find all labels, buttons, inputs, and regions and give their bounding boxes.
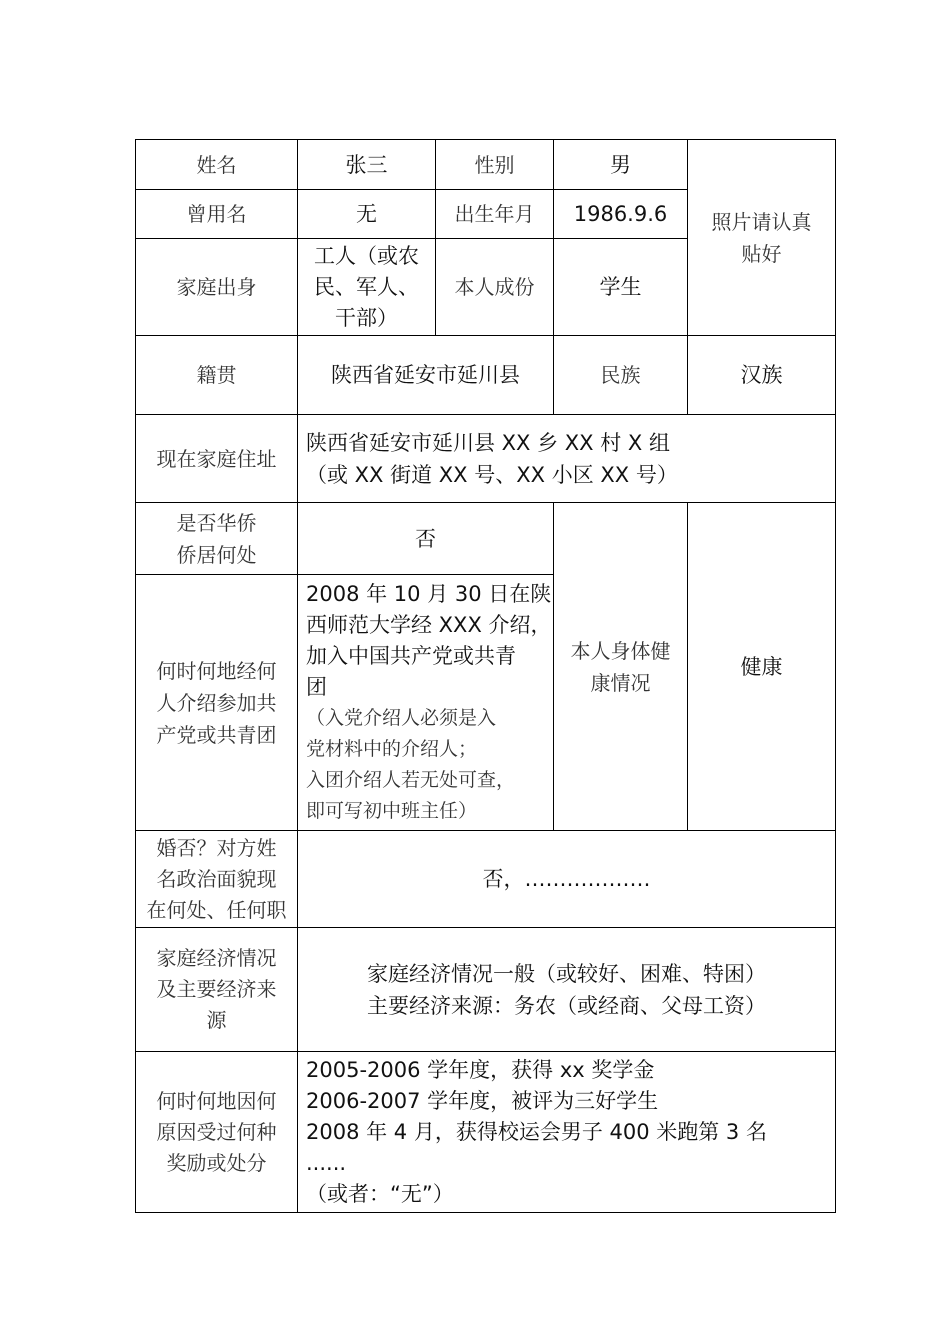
family-economy-label-line: 及主要经济来: [156, 977, 277, 1001]
native-place-value: 陕西省延安市延川县: [298, 336, 554, 415]
party-joining-label-line: 何时何地经何: [156, 658, 277, 683]
health-label-line: 康情况: [590, 670, 651, 695]
family-economy-label-line: 源: [206, 1008, 227, 1032]
ethnicity-value: 汉族: [688, 336, 836, 415]
awards-value: [298, 1052, 836, 1213]
party-joining-value-line: 加入中国共产党或共青: [306, 643, 516, 668]
awards-value-line: 2006-2007 学年度，被评为三好学生: [306, 1088, 659, 1113]
awards-label-line: 原因受过何种: [156, 1119, 277, 1144]
birth-date-label: 出生年月: [436, 190, 554, 239]
marriage-label: [136, 831, 298, 928]
birth-date-value: 1986.9.6: [554, 190, 688, 239]
awards-value-line: ......: [306, 1150, 347, 1175]
marriage-label-line: 婚否？对方姓: [156, 835, 277, 860]
photo-instruction-line: 照片请认真: [711, 209, 812, 234]
awards-label: [136, 1052, 298, 1213]
party-joining-value-line: 2008 年 10 月 30 日在陕: [306, 581, 552, 606]
party-joining-note-line: （入党介绍人必须是入: [306, 706, 497, 729]
party-joining-value-line: 西师范大学经 XXX 介绍，: [306, 612, 552, 637]
overseas-chinese-label-line: 是否华侨: [176, 510, 257, 535]
marriage-label-line: 在何处、任何职: [146, 897, 287, 922]
name-value: 张三: [298, 140, 436, 190]
family-origin-label: 家庭出身: [136, 239, 298, 336]
family-economy-label: [136, 928, 298, 1052]
family-economy-value-line: 家庭经济情况一般（或较好、困难、特困）: [367, 961, 766, 986]
family-origin-value-line: 工人（或农: [314, 243, 419, 268]
family-economy-value-line: 主要经济来源：务农（或经商、父母工资）: [367, 993, 766, 1018]
former-name-label: 曾用名: [136, 190, 298, 239]
family-economy-label-line: 家庭经济情况: [156, 946, 277, 970]
family-origin-value-line: 干部）: [335, 305, 398, 330]
former-name-value: 无: [298, 190, 436, 239]
gender-label: 性别: [436, 140, 554, 190]
family-origin-value-line: 民、军人、: [314, 274, 419, 299]
awards-value-line: 2005-2006 学年度，获得 xx 奖学金: [306, 1057, 655, 1082]
home-address-label: 现在家庭住址: [136, 415, 298, 503]
personal-status-label: 本人成份: [436, 239, 554, 336]
overseas-chinese-label-line: 侨居何处: [176, 542, 257, 567]
health-label-line: 本人身体健: [570, 638, 671, 663]
photo-cell: [688, 140, 836, 336]
party-joining-value: [298, 575, 554, 831]
party-joining-note-line: 即可写初中班主任）: [306, 799, 478, 822]
health-label: [554, 503, 688, 831]
party-joining-value-line: 团: [306, 674, 327, 699]
party-joining-label-line: 产党或共青团: [156, 722, 277, 747]
home-address-line: （或 XX 街道 XX 号、XX 小区 XX 号）: [306, 462, 678, 487]
awards-label-line: 奖励或处分: [166, 1150, 267, 1175]
name-label: 姓名: [136, 140, 298, 190]
home-address-line: 陕西省延安市延川县 XX 乡 XX 村 X 组: [306, 430, 670, 455]
party-joining-note-line: 入团介绍人若无处可查，: [306, 768, 516, 791]
overseas-chinese-value: 否: [298, 503, 554, 575]
personal-status-value: 学生: [554, 239, 688, 336]
awards-value-line: 2008 年 4 月，获得校运会男子 400 米跑第 3 名: [306, 1119, 767, 1144]
ethnicity-label: 民族: [554, 336, 688, 415]
awards-value-line: （或者：“无”）: [306, 1181, 454, 1206]
photo-instruction-line: 贴好: [741, 241, 782, 266]
family-economy-value: [298, 928, 836, 1052]
party-joining-note-line: 党材料中的介绍人；: [306, 737, 478, 760]
home-address-value: [298, 415, 836, 503]
overseas-chinese-label: [136, 503, 298, 575]
marriage-label-line: 名政治面貌现: [156, 866, 277, 891]
personal-info-form: [135, 139, 836, 1213]
health-value: 健康: [688, 503, 836, 831]
marriage-value: 否，………………: [298, 831, 836, 928]
gender-value: 男: [554, 140, 688, 190]
party-joining-label-line: 人介绍参加共: [156, 690, 277, 715]
awards-label-line: 何时何地因何: [156, 1088, 277, 1113]
family-origin-value: [298, 239, 436, 336]
party-joining-label: [136, 575, 298, 831]
native-place-label: 籍贯: [136, 336, 298, 415]
